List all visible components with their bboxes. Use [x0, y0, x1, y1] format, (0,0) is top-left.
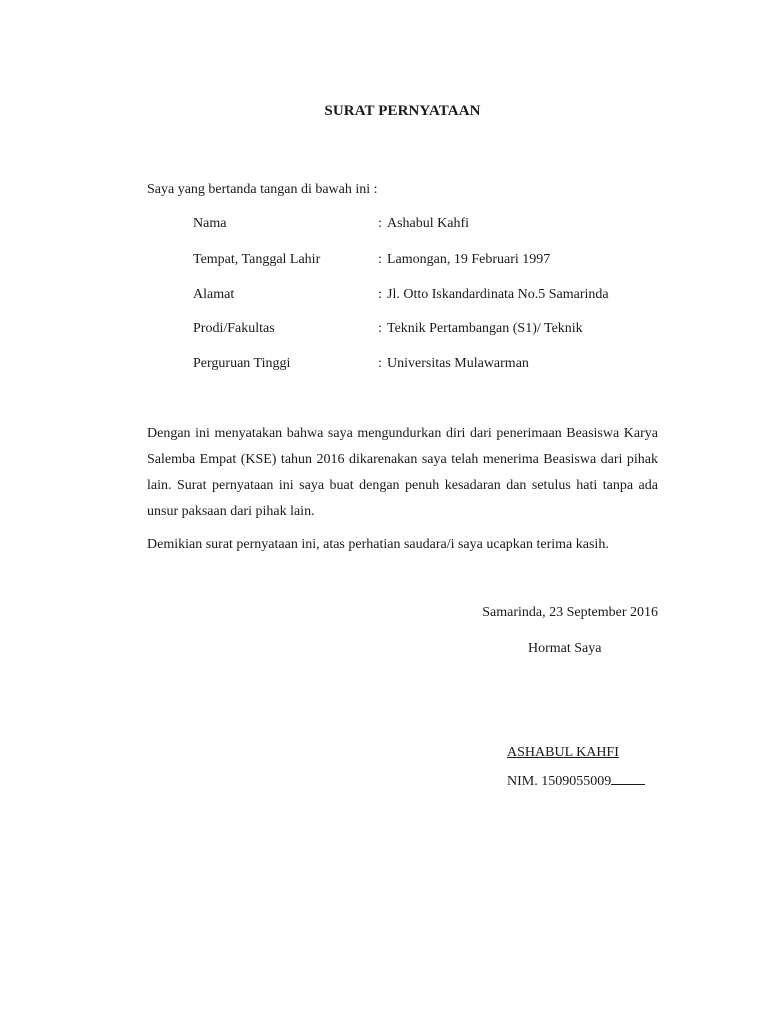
statement-paragraph: Dengan ini menyatakan bahwa saya mengundurkan diri dari penerimaan Beasiswa Karya Salemba Empat (KSE) tahun 2016 dikarenakan saya telah menerima Beasiswa dari pihak lain. Surat pernyataan ini saya buat dengan penuh kesadaran dan setulus hati tanpa ada unsur paksaan dari pihak lain.	[147, 426, 658, 519]
field-label: Prodi/Fakultas	[193, 321, 275, 336]
field-colon: :	[378, 287, 382, 302]
place-date: Samarinda, 23 September 2016	[482, 605, 658, 620]
intro-text: Saya yang bertanda tangan di bawah ini :	[147, 182, 378, 197]
field-label: Perguruan Tinggi	[193, 356, 291, 371]
field-label: Tempat, Tanggal Lahir	[193, 252, 321, 267]
closing-paragraph: Demikian surat pernyataan ini, atas perhatian saudara/i saya ucapkan terima kasih.	[147, 537, 609, 552]
field-nama	[193, 216, 663, 234]
closing-salutation: Hormat Saya	[528, 641, 602, 656]
field-alamat	[193, 287, 663, 305]
field-perguruan-tinggi	[193, 356, 663, 374]
document-title: SURAT PERNYATAAN	[324, 103, 481, 119]
field-colon: :	[378, 356, 382, 371]
field-colon: :	[378, 321, 382, 336]
field-tempat-tanggal-lahir	[193, 252, 663, 270]
field-label: Alamat	[193, 287, 235, 302]
signer-name: ASHABUL KAHFI	[507, 745, 619, 760]
field-value: Teknik Pertambangan (S1)/ Teknik	[387, 321, 583, 336]
signer-nim-line	[507, 772, 645, 790]
field-prodi-fakultas	[193, 321, 663, 339]
nim-underline	[611, 772, 645, 785]
field-colon: :	[378, 252, 382, 267]
field-colon: :	[378, 216, 382, 231]
signer-nim: NIM. 1509055009	[507, 774, 612, 789]
field-value: Jl. Otto Iskandardinata No.5 Samarinda	[387, 287, 609, 302]
field-label: Nama	[193, 216, 227, 231]
field-value: Universitas Mulawarman	[387, 356, 529, 371]
field-value: Lamongan, 19 Februari 1997	[387, 252, 551, 267]
field-value: Ashabul Kahfi	[387, 216, 470, 231]
